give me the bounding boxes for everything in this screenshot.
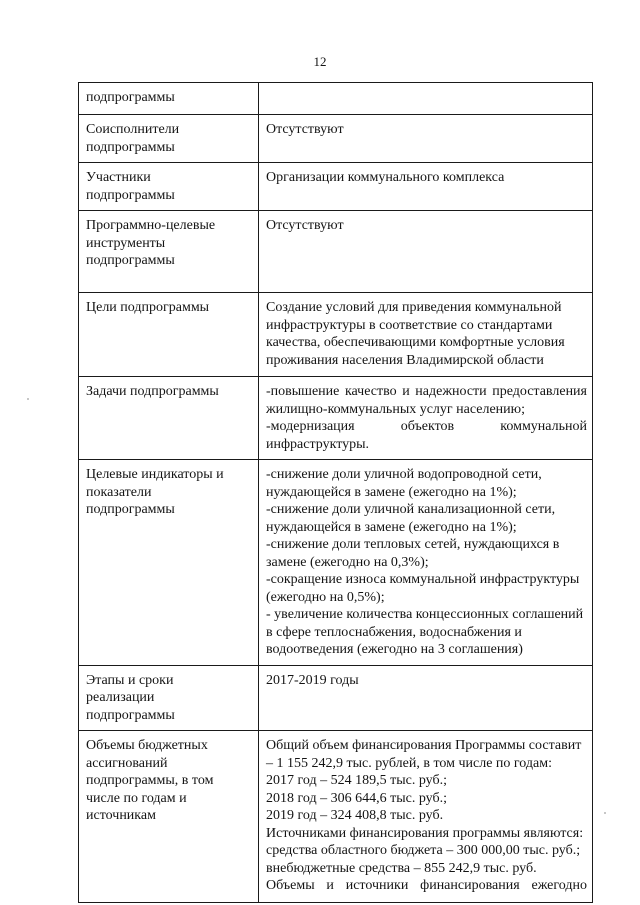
table-row (79, 460, 593, 666)
value-line: Отсутствуют (266, 218, 344, 233)
table-row (79, 731, 593, 903)
value-line: жилищно-коммунальных услуг населению; (266, 401, 525, 417)
value-line: инфраструктуры. (266, 436, 370, 452)
label-line: показатели (86, 484, 152, 500)
scan-speck (27, 398, 29, 400)
row-value (259, 83, 593, 115)
value-line: Источниками финансирования программы являются: (266, 825, 584, 841)
value-line: внебюджетные средства – 855 242,9 тыс. руб. (266, 860, 537, 876)
label-line: источникам (86, 808, 156, 823)
row-label (79, 293, 259, 377)
table-row (79, 211, 593, 293)
row-label (79, 665, 259, 731)
row-value (259, 377, 593, 460)
value-line: -снижение доли уличной канализационной сети, (266, 502, 556, 517)
value-line: -модернизация объектов коммунальной (266, 419, 587, 434)
value-line: Общий объем финансирования Программы составит (266, 738, 582, 753)
row-label (79, 163, 259, 211)
label-line: подпрограммы (86, 187, 175, 203)
value-line: средства областного бюджета – 300 000,00 тыс. руб.; (266, 843, 581, 858)
value-line: Организации коммунального комплекса (266, 170, 505, 185)
label-line: подпрограммы (86, 90, 175, 105)
value-line: 2019 год – 324 408,8 тыс. руб. (266, 808, 444, 823)
label-line: подпрограммы (86, 707, 175, 723)
row-label (79, 211, 259, 293)
row-label (79, 377, 259, 460)
table-row (79, 293, 593, 377)
table-row (79, 163, 593, 211)
value-line: -сокращение износа коммунальной инфраструктуры (266, 572, 580, 587)
value-line: -снижение доли тепловых сетей, нуждающихся в (266, 537, 560, 552)
label-line: инструменты (86, 235, 166, 251)
value-line: Объемы и источники финансирования ежегодно (266, 878, 587, 893)
table-row (79, 115, 593, 163)
value-line: качества, обеспечивающими комфортные условия (266, 335, 565, 350)
value-line: в сфере теплоснабжения, водоснабжения и (266, 624, 522, 640)
value-line: -повышение качество и надежности предоставления (266, 384, 587, 399)
row-label (79, 460, 259, 666)
label-line: числе по годам и (86, 790, 187, 806)
value-line: 2017 год – 524 189,5 тыс. руб.; (266, 773, 447, 788)
row-label (79, 731, 259, 903)
value-line: -снижение доли уличной водопроводной сети, (266, 467, 542, 482)
label-line: подпрограммы (86, 253, 175, 268)
label-line: Соисполнители (86, 122, 180, 137)
value-line: Отсутствуют (266, 122, 344, 137)
table-row (79, 83, 593, 115)
row-label (79, 115, 259, 163)
row-value (259, 460, 593, 666)
value-line: проживания населения Владимирской области (266, 352, 544, 368)
value-line: нуждающейся в замене (ежегодно на 1%); (266, 484, 517, 500)
row-value (259, 211, 593, 293)
label-line: Участники (86, 170, 151, 185)
value-line: инфраструктуры в соответствие со стандартами (266, 317, 553, 333)
value-line: нуждающейся в замене (ежегодно на 1%); (266, 519, 517, 535)
value-line: 2017-2019 годы (266, 672, 359, 688)
value-line: 2018 год – 306 644,6 тыс. руб.; (266, 790, 447, 806)
label-line: реализации (86, 690, 155, 705)
value-line: водоотведения (ежегодно на 3 соглашения) (266, 642, 523, 657)
row-label (79, 83, 259, 115)
label-line: подпрограммы (86, 139, 175, 155)
scan-speck (604, 812, 606, 814)
value-line: – 1 155 242,9 тыс. рублей, в том числе по годам: (266, 755, 552, 771)
label-line: подпрограммы, в том (86, 773, 214, 788)
label-line: ассигнований (86, 755, 168, 771)
passport-table (78, 82, 593, 903)
row-value (259, 163, 593, 211)
label-line: Этапы и сроки (86, 672, 174, 688)
row-value (259, 293, 593, 377)
label-line: Целевые индикаторы и (86, 467, 224, 482)
table-row (79, 665, 593, 731)
row-value (259, 115, 593, 163)
row-value (259, 731, 593, 903)
page-number: 12 (313, 54, 327, 69)
label-line: Объемы бюджетных (86, 738, 208, 753)
label-line: Цели подпрограммы (86, 300, 210, 315)
value-line: замене (ежегодно на 0,3%); (266, 554, 429, 570)
value-line: (ежегодно на 0,5%); (266, 589, 385, 605)
value-line: Создание условий для приведения коммунальной (266, 300, 562, 315)
label-line: подпрограммы (86, 502, 175, 517)
table-row (79, 377, 593, 460)
label-line: Программно-целевые (86, 218, 216, 233)
value-line: - увеличение количества концессионных соглашений (266, 607, 584, 622)
label-line: Задачи подпрограммы (86, 384, 219, 399)
row-value (259, 665, 593, 731)
